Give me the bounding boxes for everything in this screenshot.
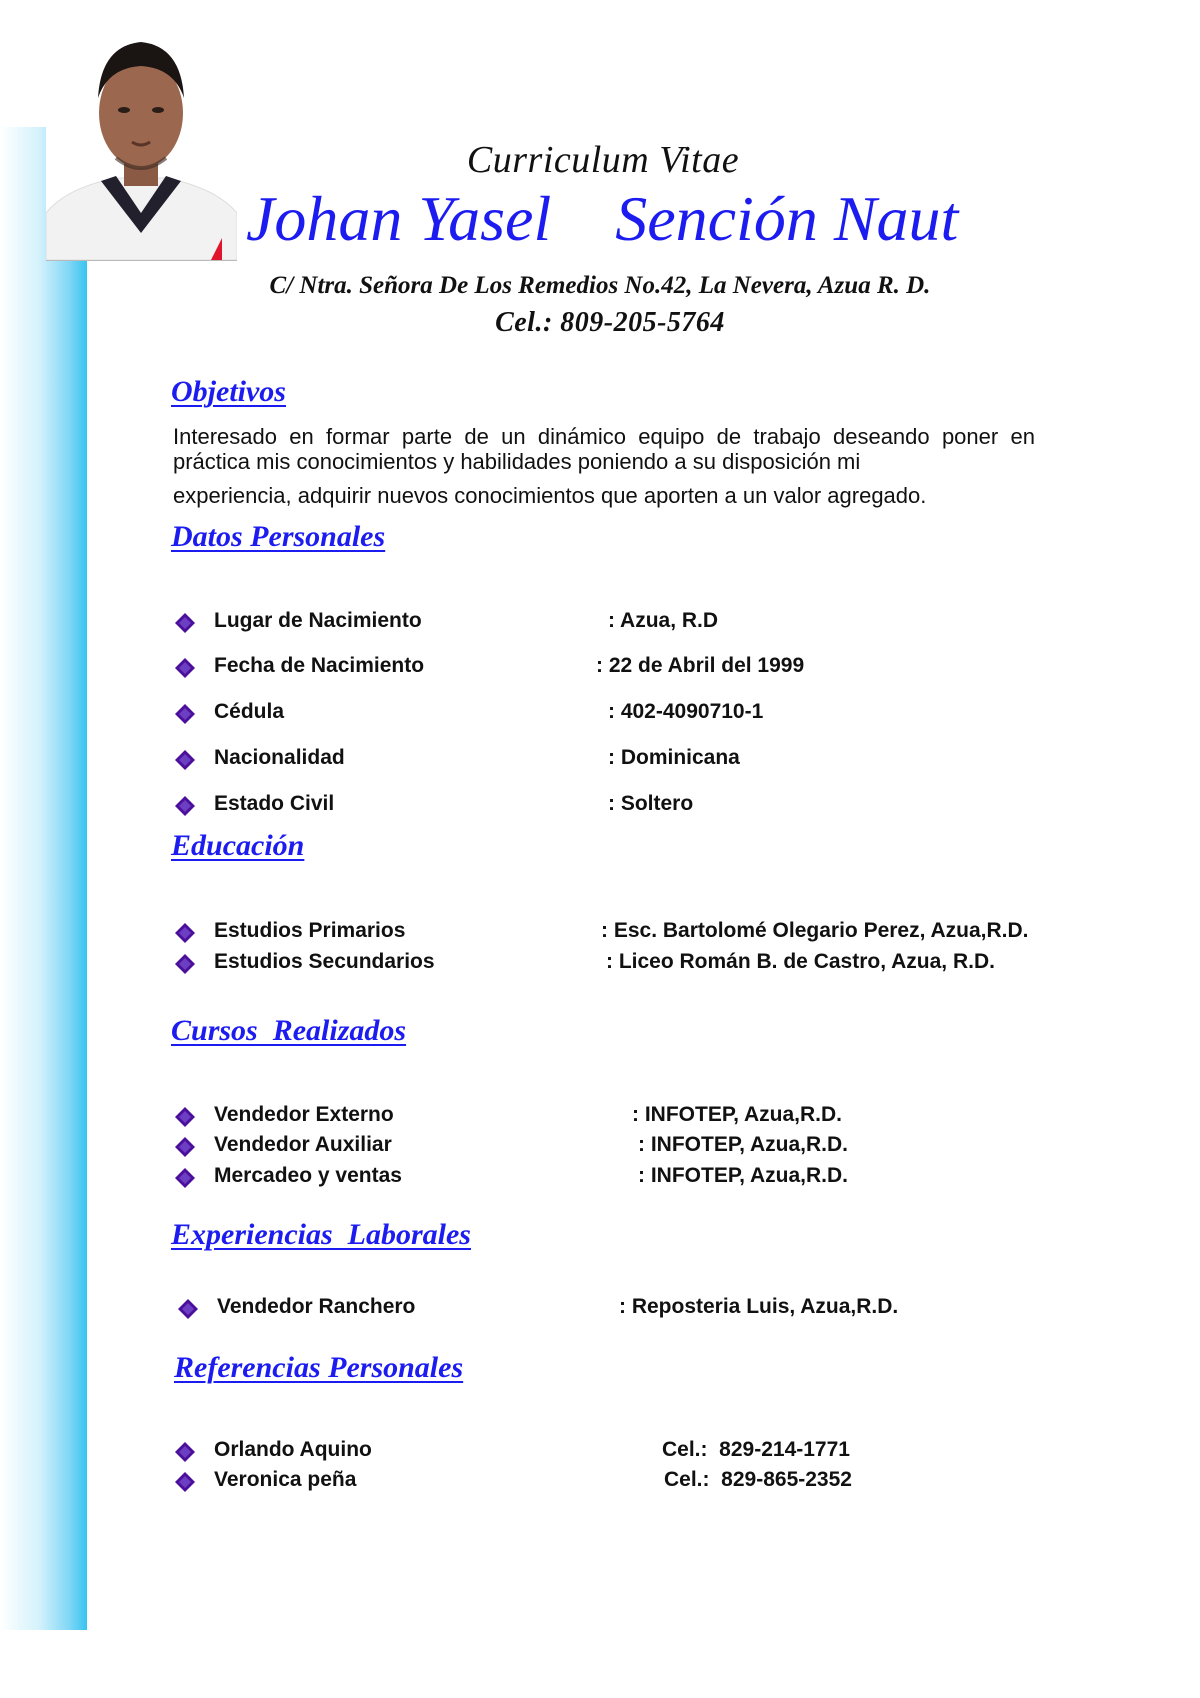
diamond-bullet-icon bbox=[175, 923, 195, 943]
field-value: : Azua, R.D bbox=[608, 609, 719, 632]
decorative-side-bar bbox=[0, 127, 87, 1630]
section-heading-cursos: Cursos Realizados bbox=[171, 1014, 407, 1047]
address: C/ Ntra. Señora De Los Remedios No.42, La Nevera, Azua R. D. bbox=[269, 272, 931, 299]
field-label: Vendedor Ranchero bbox=[217, 1295, 416, 1318]
field-value: : 22 de Abril del 1999 bbox=[596, 654, 805, 677]
section-heading-datos-personales: Datos Personales bbox=[171, 520, 386, 553]
diamond-bullet-icon bbox=[175, 704, 195, 724]
field-label: Lugar de Nacimiento bbox=[214, 609, 422, 632]
field-label: Mercadeo y ventas bbox=[214, 1164, 402, 1187]
field-value: : INFOTEP, Azua,R.D. bbox=[638, 1133, 849, 1156]
field-value: : INFOTEP, Azua,R.D. bbox=[632, 1103, 843, 1126]
diamond-bullet-icon bbox=[178, 1299, 198, 1319]
field-label: Estado Civil bbox=[214, 792, 335, 815]
objective-line-2: experiencia, adquirir nuevos conocimientos que aporten a un valor agregado. bbox=[173, 483, 927, 508]
field-value: Cel.: 829-214-1771 bbox=[662, 1438, 850, 1461]
field-label: Vendedor Externo bbox=[214, 1103, 394, 1126]
objective-line-1: Interesado en formar parte de un dinámico equipo de trabajo deseando poner en práctica mis conocimientos y habilidades poniendo a su disposición mi bbox=[173, 424, 1035, 474]
field-value: Cel.: 829-865-2352 bbox=[664, 1468, 852, 1491]
field-value: : Dominicana bbox=[608, 746, 740, 769]
field-label: Estudios Secundarios bbox=[214, 950, 435, 973]
section-heading-educacion: Educación bbox=[171, 829, 305, 862]
field-value: : 402-4090710-1 bbox=[608, 700, 764, 723]
field-label: Estudios Primarios bbox=[214, 919, 406, 942]
section-heading-referencias: Referencias Personales bbox=[174, 1351, 464, 1384]
field-label: Vendedor Auxiliar bbox=[214, 1133, 392, 1156]
diamond-bullet-icon bbox=[175, 1107, 195, 1127]
diamond-bullet-icon bbox=[175, 1442, 195, 1462]
diamond-bullet-icon bbox=[175, 750, 195, 770]
section-heading-experiencias: Experiencias Laborales bbox=[171, 1218, 471, 1251]
field-label: Veronica peña bbox=[214, 1468, 357, 1491]
phone: Cel.: 809-205-5764 bbox=[495, 307, 725, 338]
objective-text bbox=[173, 424, 1035, 508]
document-title: Curriculum Vitae bbox=[466, 139, 740, 181]
field-value: : Reposteria Luis, Azua,R.D. bbox=[619, 1295, 899, 1318]
diamond-bullet-icon bbox=[175, 1137, 195, 1157]
field-label: Cédula bbox=[214, 700, 285, 723]
diamond-bullet-icon bbox=[175, 1168, 195, 1188]
section-heading-objetivos: Objetivos bbox=[171, 375, 286, 408]
field-label: Nacionalidad bbox=[214, 746, 345, 769]
field-value: : Esc. Bartolomé Olegario Perez, Azua,R.D. bbox=[601, 919, 1029, 942]
diamond-bullet-icon bbox=[175, 613, 195, 633]
field-value: : INFOTEP, Azua,R.D. bbox=[638, 1164, 849, 1187]
field-label: Fecha de Nacimiento bbox=[214, 654, 425, 677]
field-value: : Soltero bbox=[608, 792, 694, 815]
diamond-bullet-icon bbox=[175, 796, 195, 816]
field-label: Orlando Aquino bbox=[214, 1438, 372, 1461]
candidate-name: Johan Yasel Sención Naut bbox=[246, 183, 959, 254]
diamond-bullet-icon bbox=[175, 658, 195, 678]
diamond-bullet-icon bbox=[175, 1472, 195, 1492]
diamond-bullet-icon bbox=[175, 954, 195, 974]
field-value: : Liceo Román B. de Castro, Azua, R.D. bbox=[606, 950, 995, 973]
